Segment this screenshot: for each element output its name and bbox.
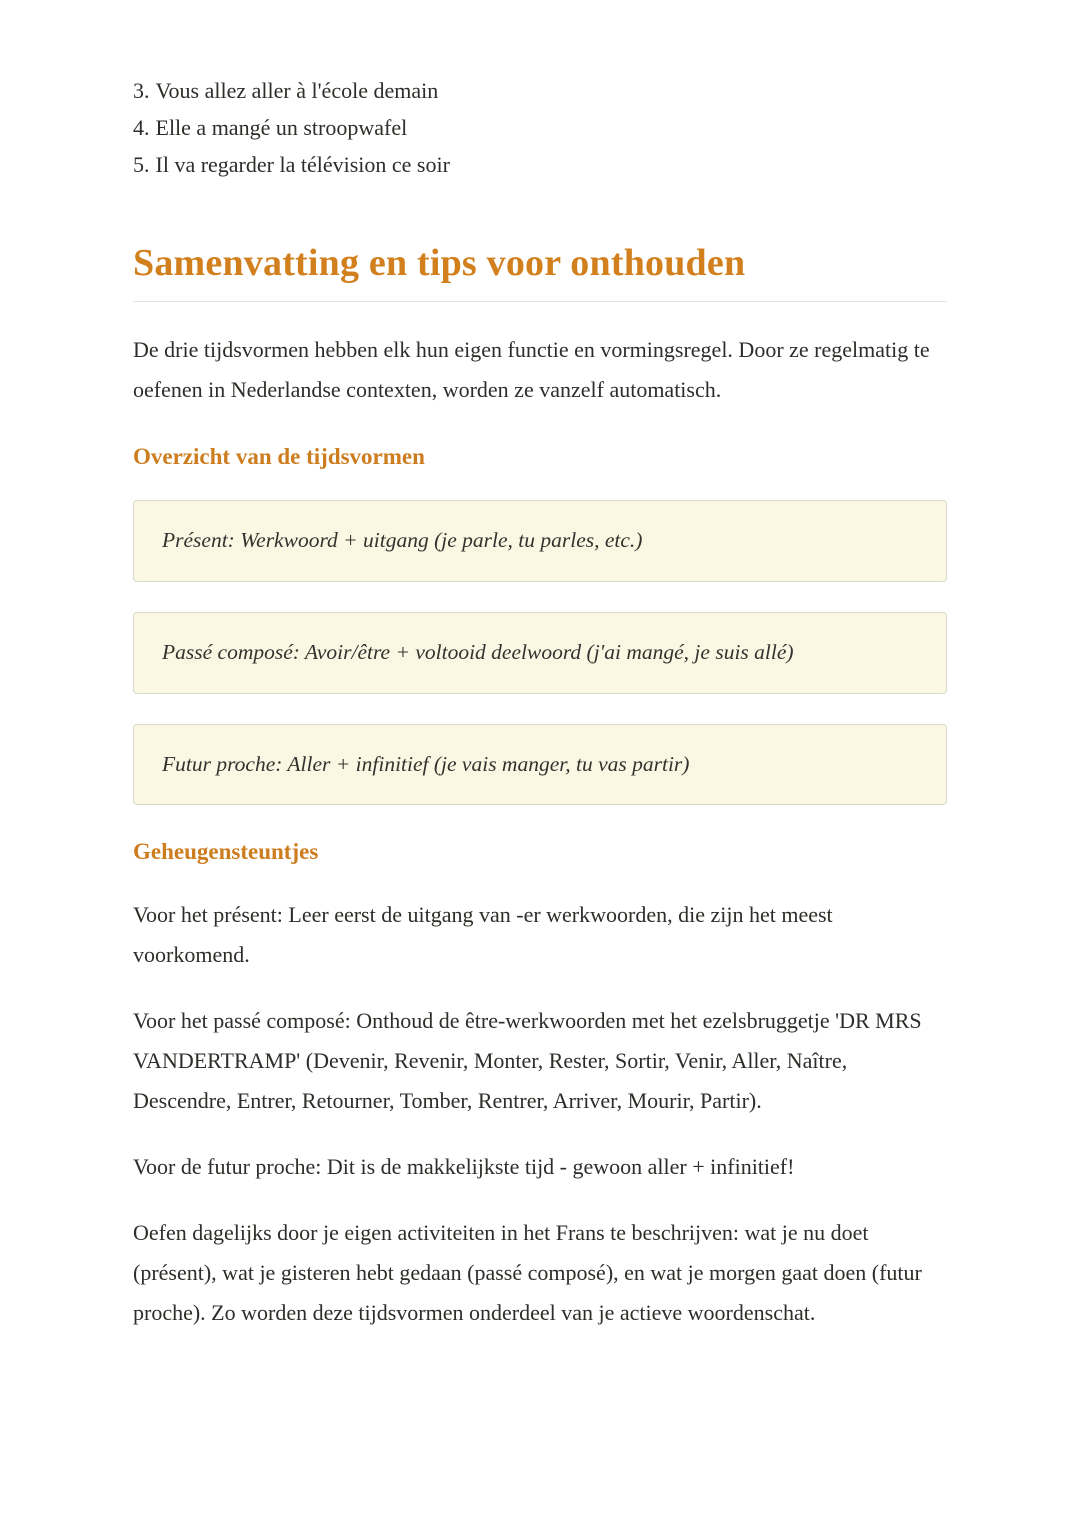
tense-rule-box-present: Présent: Werkwoord + uitgang (je parle, tu parles, etc.) [133,500,947,582]
list-item-number: 5. [133,152,150,177]
list-item-number: 4. [133,115,150,140]
summary-intro-paragraph: De drie tijdsvormen hebben elk hun eigen functie en vormingsregel. Door ze regelmatig te oefenen in Nederlandse contexten, worden ze vanzelf automatisch. [133,337,930,402]
subheading-overview: Overzicht van de tijdsvormen [133,444,425,469]
mnemonic-paragraph-futur-proche: Voor de futur proche: Dit is de makkelijkste tijd - gewoon aller + infinitief! [133,1154,795,1180]
mnemonic-paragraph-passe-compose: Voor het passé composé: Onthoud de être-werkwoorden met het ezelsbruggetje 'DR MRS VANDERTRAMP' (Devenir, Revenir, Monter, Rester, Sortir, Venir, Aller, Naître, Descendre, Entrer, Retourner, Tomber, Rentrer, Arriver, Mourir, Partir). [133,1008,922,1114]
list-item-text: Il va regarder la télévision ce soir [155,152,450,177]
list-item-text: Elle a mangé un stroopwafel [155,115,408,140]
mnemonic-paragraph-present: Voor het présent: Leer eerst de uitgang van -er werkwoorden, die zijn het meest voorkomend. [133,902,833,968]
tense-rule-box-passe-compose: Passé composé: Avoir/être + voltooid deelwoord (j'ai mangé, je suis allé) [133,612,947,694]
list-item [133,72,947,109]
list-item [133,109,947,146]
exercise-list [133,72,947,183]
subheading-mnemonics: Geheugensteuntjes [133,839,319,865]
tense-rule-box-futur-proche: Futur proche: Aller + infinitief (je vais manger, tu vas partir) [133,724,947,806]
list-item-text: Vous allez aller à l'école demain [155,78,439,103]
section-heading-summary: Samenvatting en tips voor onthouden [133,241,947,302]
mnemonic-paragraph-practice: Oefen dagelijks door je eigen activiteiten in het Frans te beschrijven: wat je nu doet (présent), wat je gisteren hebt gedaan (passé composé), en wat je morgen gaat doen (futur proche). Zo worden deze tijdsvormen onderdeel van je actieve woordenschat. [133,1220,922,1326]
list-item-number: 3. [133,78,150,103]
list-item [133,146,947,183]
